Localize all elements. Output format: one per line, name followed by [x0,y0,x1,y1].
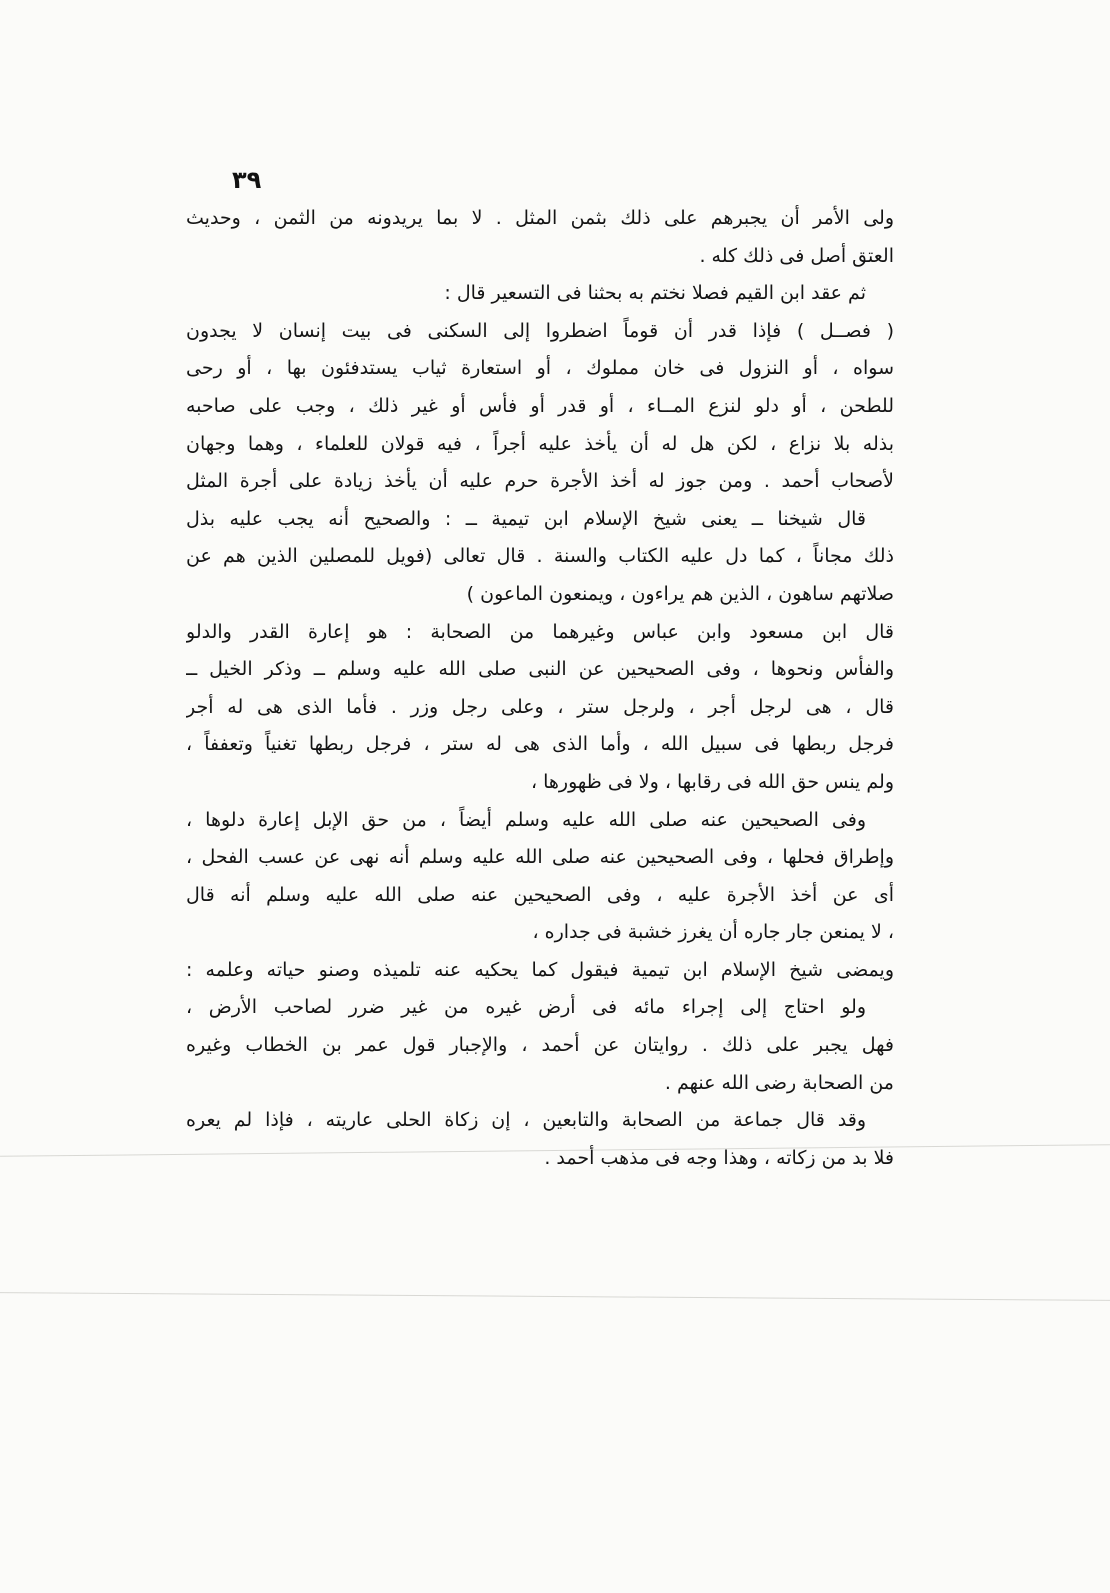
text-line: ثم عقد ابن القيم فصلا نختم به بحثنا فى التسعير قال : [444,282,866,305]
text-line: وفى الصحيحين عنه صلى الله عليه وسلم أيضاً ، من حق الإبل إعارة دلوها ، [186,808,866,831]
text-line: لأصحاب أحمد . ومن جوز له أخذ الأجرة حرم عليه أن يأخذ زيادة على أجرة المثل [186,470,894,493]
text-line: ، لا يمنعن جار جاره أن يغرز خشبة فى جداره ، [532,921,894,944]
text-line: وقد قال جماعة من الصحابة والتابعين ، إن زكاة الحلى عاريته ، فإذا لم يعره [186,1109,866,1132]
text-line: وإطراق فحلها ، وفى الصحيحين عنه صلى الله عليه وسلم أنه نهى عن عسب الفحل ، [186,846,894,869]
text-line: فلا بد من زكاته ، وهذا وجه فى مذهب أحمد . [544,1146,894,1169]
text-line: قال شيخنا ــ يعنى شيخ الإسلام ابن تيمية ــ : والصحيح أنه يجب عليه بذل [186,507,866,530]
text-line: فرجل ربطها فى سبيل الله ، وأما الذى هى له ستر ، فرجل ربطها تغنياً وتعففاً ، [186,733,894,756]
body-text [186,200,894,1177]
text-line: والفأس ونحوها ، وفى الصحيحين عن النبى صلى الله عليه وسلم ــ وذكر الخيل ــ [186,658,894,681]
text-line: صلاتهم ساهون ، الذين هم يراءون ، ويمنعون الماعون ) [466,582,894,605]
text-line: ( فصــل ) فإذا قدر أن قوماً اضطروا إلى السكنى فى بيت إنسان لا يجدون [186,319,894,342]
text-line: بذله بلا نزاع ، لكن هل له أن يأخذ عليه أجراً ، فيه قولان للعلماء ، وهما وجهان [186,432,894,455]
text-line: العتق أصل فى ذلك كله . [699,244,894,267]
text-line: ولم ينس حق الله فى رقابها ، ولا فى ظهورها ، [530,770,894,793]
text-line: من الصحابة رضى الله عنهم . [664,1071,894,1094]
text-line: قال ، هى لرجل أجر ، ولرجل ستر ، وعلى رجل وزر . فأما الذى هى له أجر [186,695,894,718]
page-number: ٣٩ [232,166,262,194]
paper-fold-line [0,1292,1110,1301]
text-line: أى عن أخذ الأجرة عليه ، وفى الصحيحين عنه صلى الله عليه وسلم أنه قال [186,883,894,906]
text-line: ولى الأمر أن يجبرهم على ذلك بثمن المثل . لا بما يريدونه من الثمن ، وحديث [186,207,894,229]
text-line: ذلك مجاناً ، كما دل عليه الكتاب والسنة . قال تعالى (فويل للمصلين الذين هم عن [186,545,894,568]
text-line: سواه ، أو النزول فى خان مملوك ، أو استعارة ثياب يستدفئون بها ، أو رحى [186,357,894,380]
text-line: ويمضى شيخ الإسلام ابن تيمية فيقول كما يحكيه عنه تلميذه وصنو حياته وعلمه : [186,958,894,981]
text-line: فهل يجبر على ذلك . روايتان عن أحمد ، والإجبار قول عمر بن الخطاب وغيره [186,1034,894,1057]
text-line: قال ابن مسعود وابن عباس وغيرهما من الصحابة : هو إعارة القدر والدلو [186,620,894,643]
text-line: للطحن ، أو دلو لنزع المــاء ، أو قدر أو فأس أو غير ذلك ، وجب على صاحبه [186,394,894,417]
text-line: ولو احتاج إلى إجراء مائه فى أرض غيره من غير ضرر لصاحب الأرض ، [186,996,866,1019]
